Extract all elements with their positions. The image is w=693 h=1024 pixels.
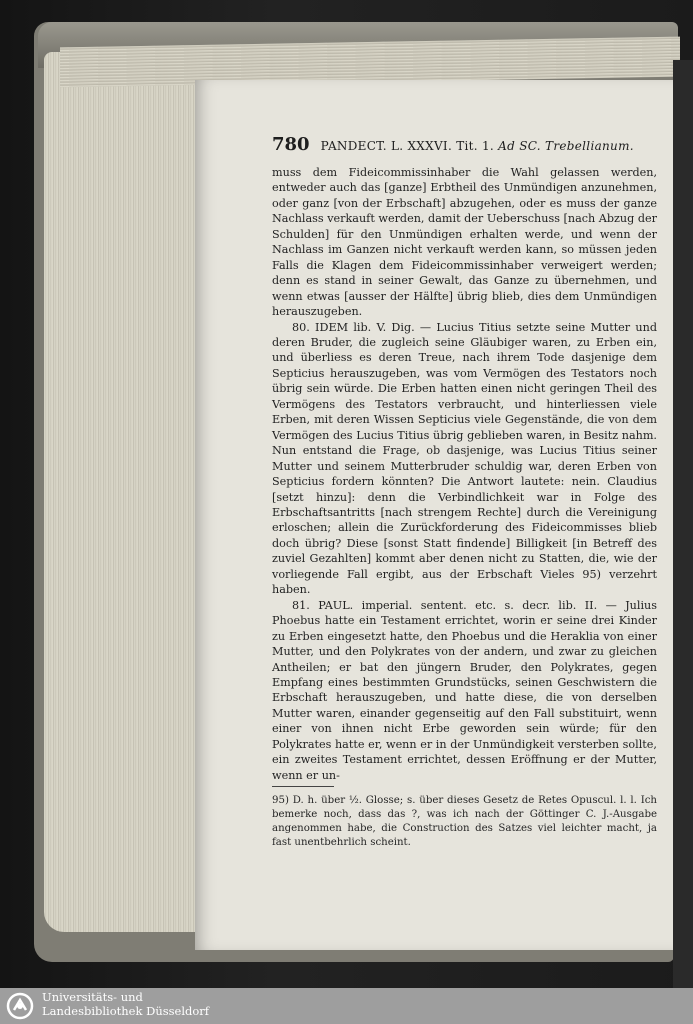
paragraph: muss dem Fideicommissinhaber die Wahl gelassen werden, entweder auch das [ganze] Erbtheil des Unmündigen anzunehmen, oder ganz [von der Erbschaft] abzugehen, oder es muss der ganze Nachlass verkauft werden, damit der Ueberschuss [nach Abzug der Schulden] für den Unmündigen erhalten werde, und wenn der Nachlass im Ganzen nicht verkauft werden kann, so müssen jeden Falls die Klagen dem Fideicommissinhaber verweigert werden; denn es stand in seiner Gewalt, das Ganze zu übernehmen, und wenn etwas [ausser der Hälfte] übrig blieb, dies dem Unmündigen herauszugeben. bbox=[272, 166, 657, 319]
running-title bbox=[321, 139, 634, 153]
library-logo-icon bbox=[6, 992, 34, 1020]
body-text bbox=[272, 165, 657, 783]
running-title-italic: Ad SC. Trebellianum. bbox=[498, 139, 634, 153]
running-title-main: PANDECT. L. XXXVI. Tit. 1. bbox=[320, 139, 495, 153]
paragraph: 80. IDEM lib. V. Dig. — Lucius Titius setzte seine Mutter und deren Bruder, die zugleich seine Gläubiger waren, zu Erben ein, und überliess es deren Treue, nach ihrem Tode dasjenige dem Septicius herauszugeben, was vom Vermögen des Testators noch übrig sein würde. Die Erben hatten einen nicht geringen Theil des Vermögens des Testators verbraucht, und hinterliessen viele Erben, mit deren Wissen Septicius viele Gegenstände, die von dem Vermögen des Lucius Titius übrig geblieben waren, in Besitz nahm. Nun entstand die Frage, ob dasjenige, was Lucius Titius seiner Mutter und seinem Mutterbruder schuldig war, deren Erben von Septicius fordern könnten? Die Antwort lautete: nein. Claudius [setzt hinzu]: denn die Verbindlichkeit war in Folge des Erbschaftsantritts [nach strengem Rechte] durch die Vereinigung erloschen; allein die Zurückforderung des Fideicommisses blieb doch übrig? Diese [sonst Statt findende] Billigkeit [in Betreff des zuviel Gezahlten] kommt aber denen nicht zu Statten, die, wie der vorliegende Fall ergibt, aus der Erbschaft Vieles 95) verzehrt haben. bbox=[272, 320, 657, 597]
institution-line-1: Universitäts- und bbox=[42, 990, 143, 1004]
page-header bbox=[272, 134, 652, 158]
right-shadow bbox=[673, 60, 693, 988]
paragraph: 81. PAUL. imperial. sentent. etc. s. decr. lib. II. — Julius Phoebus hatte ein Testament errichtet, worin er seine drei Kinder zu Erben eingesetzt hatte, den Phoebus und die Heraklia von einer Mutter, und den Polykrates von der andern, und zwar zu gleichen Antheilen; er bat den jüngern Bruder, den Polykrates, gegen Empfang eines bestimmten Grundstücks, seinen Geschwistern die Erbschaft herauszugeben, und hatte diese, die von derselben Mutter waren, einander gegenseitig auf den Fall substituirt, wenn einer von ihnen nicht Erbe geworden sein würde; für den Polykrates hatte er, wenn er in der Unmündigkeit versterben sollte, ein zweites Testament errichtet, dessen Eröffnung er der Mutter, wenn er un- bbox=[272, 598, 657, 782]
institution-name bbox=[42, 990, 342, 1018]
footnote-divider bbox=[272, 786, 334, 787]
footnote: 95) D. h. über ½. Glosse; s. über dieses Gesetz de Retes Opuscul. l. l. Ich bemerke noch, dass das ?, was ich nach der Göttinger C. J.-Ausgabe angenommen habe, die Construction des Satzes viel leichter macht, ja fast unentbehrlich scheint. bbox=[272, 795, 657, 848]
institution-line-2: Landesbibliothek Düsseldorf bbox=[42, 1004, 210, 1018]
page-number: 780 bbox=[272, 134, 310, 155]
page-stack-edge bbox=[44, 52, 204, 932]
